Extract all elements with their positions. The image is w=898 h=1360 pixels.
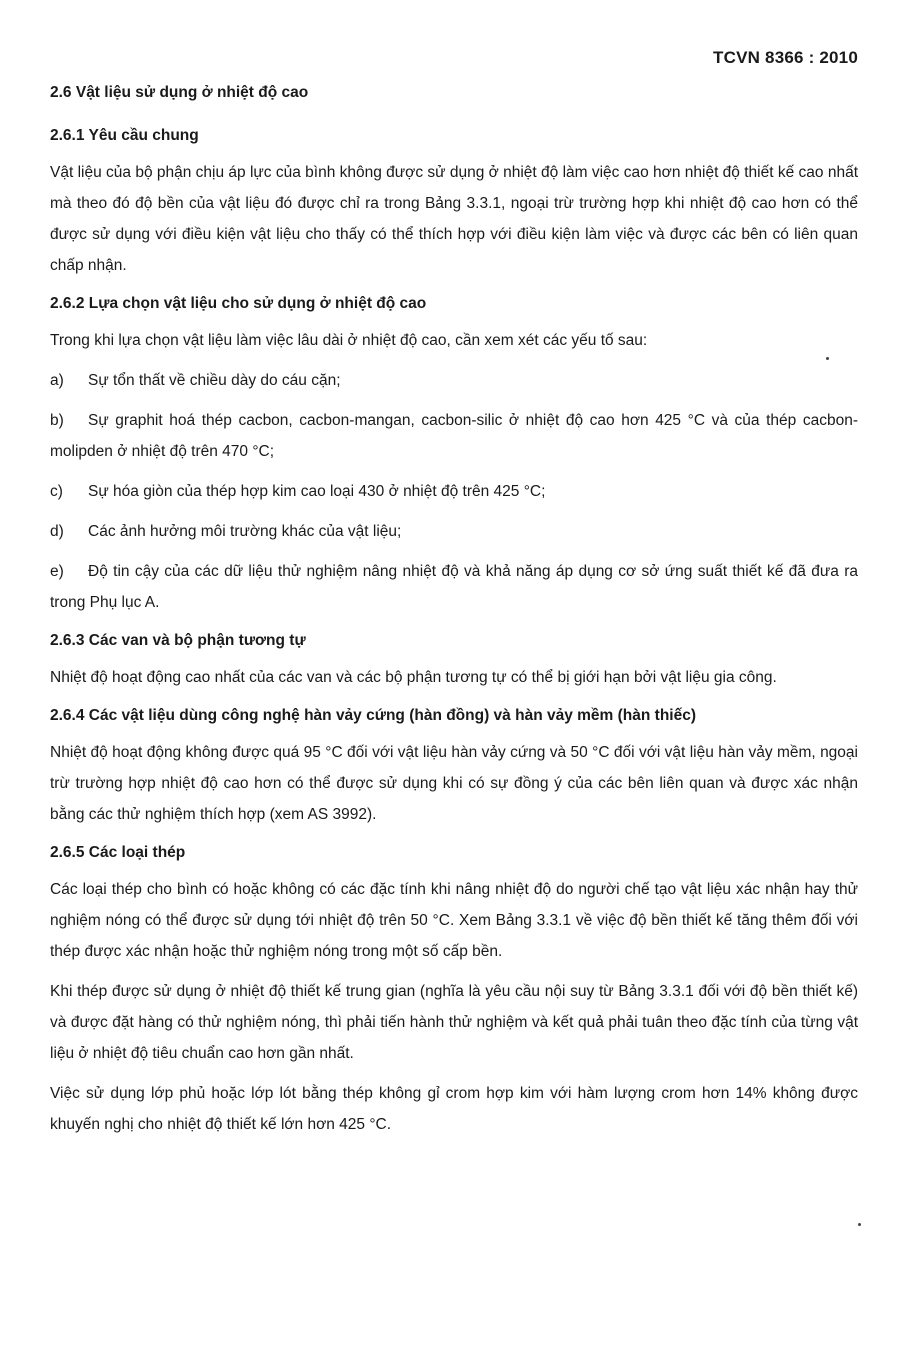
paragraph: Nhiệt độ hoạt động cao nhất của các van và các bộ phận tương tự có thể bị giới hạn bởi vật liệu gia công. (50, 669, 777, 686)
section-heading: 2.6.4 Các vật liệu dùng công nghệ hàn vảy cứng (hàn đồng) và hàn vảy mềm (hàn thiếc) (50, 707, 696, 724)
list-item-text: Sự tổn thất về chiều dày do cáu cặn; (88, 372, 341, 389)
list-item-label: e) (50, 563, 64, 580)
section-heading: 2.6.2 Lựa chọn vật liệu cho sử dụng ở nhiệt độ cao (50, 295, 427, 312)
list-item (50, 516, 858, 547)
paragraph: Việc sử dụng lớp phủ hoặc lớp lót bằng thép không gỉ crom hợp kim với hàm lượng crom hơn 14% không được khuyến nghị cho nhiệt độ thiết kế lớn hơn 425 °C. (50, 1085, 858, 1133)
paragraph: Trong khi lựa chọn vật liệu làm việc lâu dài ở nhiệt độ cao, cần xem xét các yếu tố sau: (50, 332, 648, 349)
list-item (50, 476, 858, 507)
document-code: TCVN 8366 : 2010 (713, 48, 858, 67)
list-item-text: Sự hóa giòn của thép hợp kim cao loại 430 ở nhiệt độ trên 425 °C; (88, 483, 546, 500)
document-body (50, 80, 858, 1140)
section-heading: 2.6.5 Các loại thép (50, 844, 186, 861)
list-item-text: Sự graphit hoá thép cacbon, cacbon-mangan, cacbon-silic ở nhiệt độ cao hơn 425 °C và của thép cacbon-molipden ở nhiệt độ trên 470 °C; (50, 412, 858, 460)
list-item-label: a) (50, 372, 64, 389)
list-item (50, 365, 858, 396)
paragraph: Vật liệu của bộ phận chịu áp lực của bình không được sử dụng ở nhiệt độ làm việc cao hơn nhiệt độ thiết kế cao nhất mà theo đó độ bền của vật liệu đó được chỉ ra trong Bảng 3.3.1, ngoại trừ trường hợp khi nhiệt độ cao hơn có thể được sử dụng với điều kiện vật liệu cho thấy có thể thích hợp với điều kiện làm việc và được các bên có liên quan chấp nhận. (50, 164, 858, 274)
paragraph: Nhiệt độ hoạt động không được quá 95 °C đối với vật liệu hàn vảy cứng và 50 °C đối với vật liệu hàn vảy mềm, ngoại trừ trường hợp nhiệt độ cao hơn có thể được sử dụng khi có sự đồng ý của các bên liên quan và được xác nhận bằng các thử nghiệm thích hợp (xem AS 3992). (50, 744, 858, 823)
list-item-label: b) (50, 412, 64, 429)
list-item (50, 556, 858, 618)
list-item-label: d) (50, 523, 64, 540)
list-item (50, 405, 858, 467)
section-heading: 2.6 Vật liệu sử dụng ở nhiệt độ cao (50, 84, 309, 101)
scan-speck (826, 357, 829, 360)
list-item-text: Độ tin cậy của các dữ liệu thử nghiệm nâng nhiệt độ và khả năng áp dụng cơ sở ứng suất thiết kế đã đưa ra trong Phụ lục A. (50, 563, 858, 611)
scan-speck (858, 1223, 861, 1226)
paragraph: Khi thép được sử dụng ở nhiệt độ thiết kế trung gian (nghĩa là yêu cầu nội suy từ Bảng 3.3.1 đối với độ bền thiết kế) và được đặt hàng có thử nghiệm nóng, thì phải tiến hành thử nghiệm và kết quả phải tuân theo đặc tính của từng vật liệu ở nhiệt độ tiêu chuẩn cao hơn gần nhất. (50, 983, 858, 1062)
section-heading: 2.6.1 Yêu cầu chung (50, 127, 199, 144)
list-item-text: Các ảnh hưởng môi trường khác của vật liệu; (88, 523, 402, 540)
paragraph: Các loại thép cho bình có hoặc không có các đặc tính khi nâng nhiệt độ do người chế tạo vật liệu xác nhận hay thử nghiệm nóng có thể được sử dụng tới nhiệt độ trên 50 °C. Xem Bảng 3.3.1 về việc độ bền thiết kế tăng thêm đối với thép được xác nhận hoặc thử nghiệm nóng trong một số cấp bền. (50, 881, 858, 960)
section-heading: 2.6.3 Các van và bộ phận tương tự (50, 632, 306, 649)
list-item-label: c) (50, 483, 63, 500)
